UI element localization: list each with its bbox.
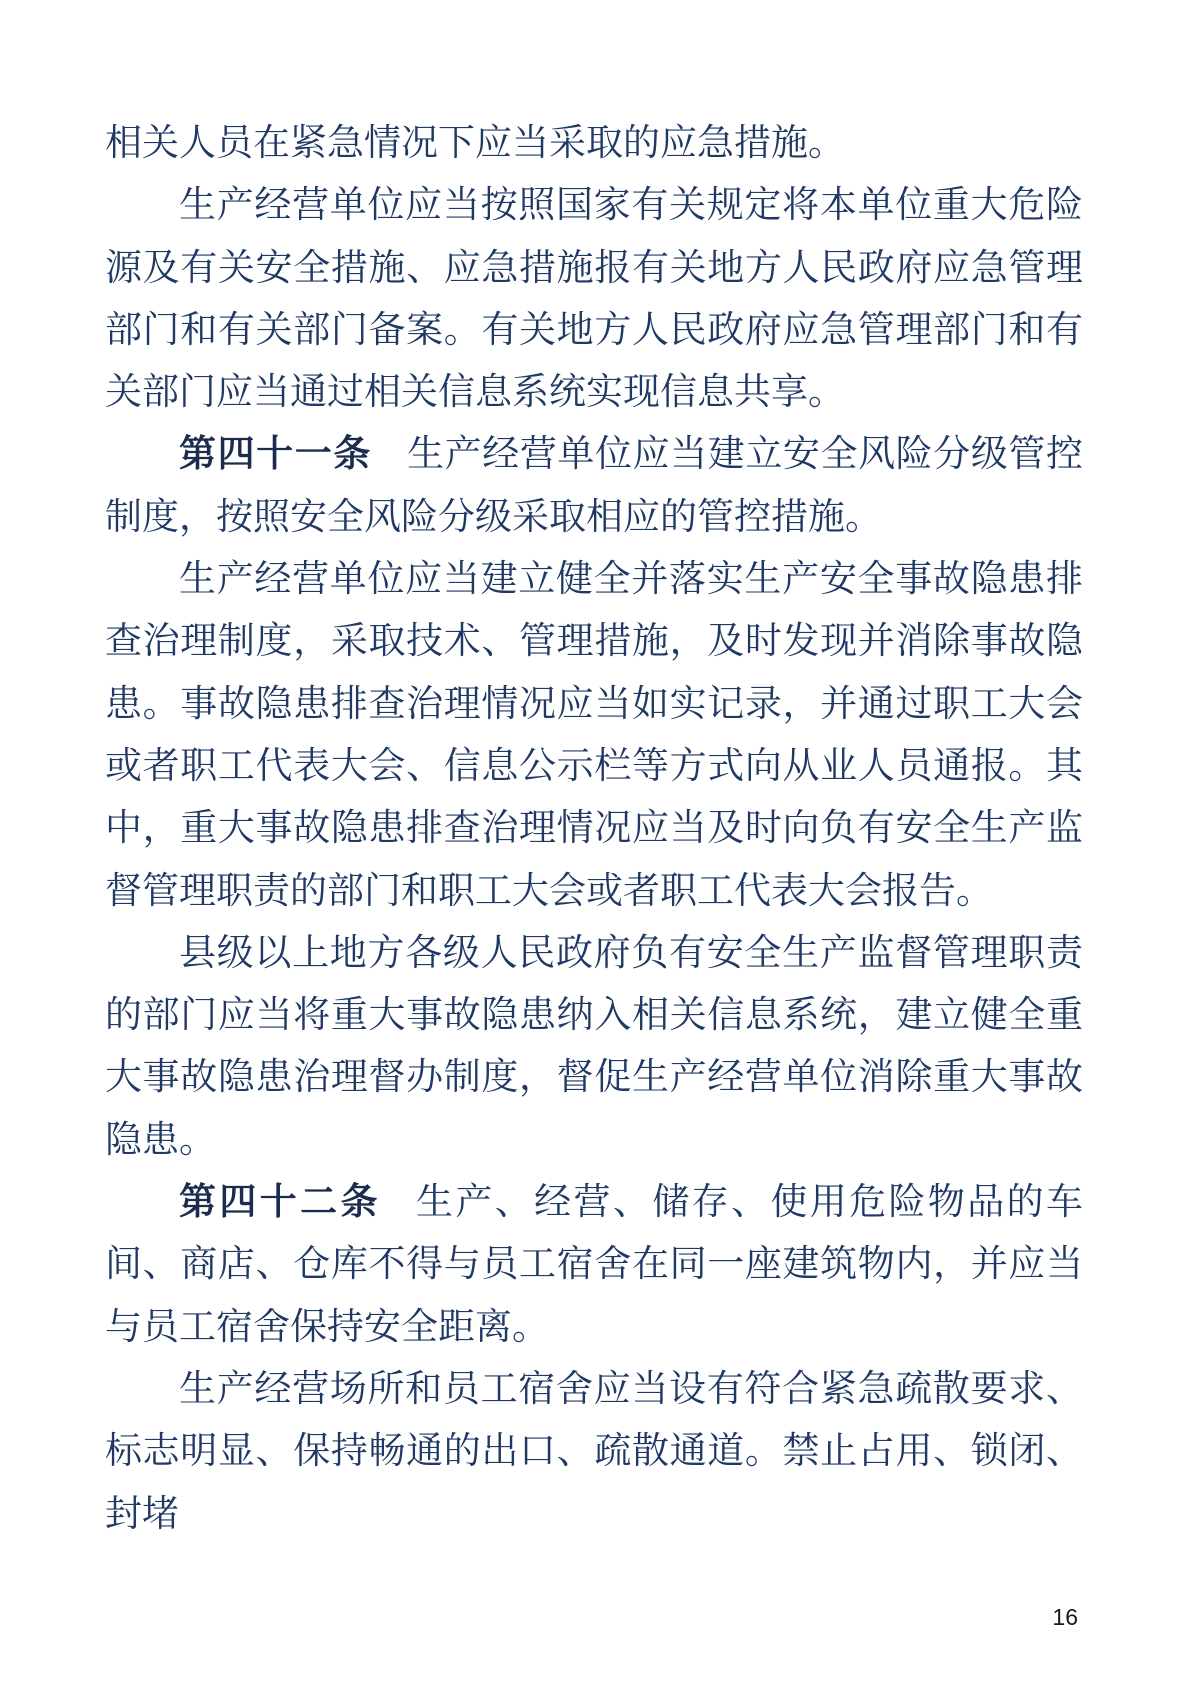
paragraph: [105, 1358, 1083, 1545]
article-number: 第四十二条: [179, 1180, 381, 1224]
paragraph-text: 生产经营单位应当建立安全风险分级管控制度，按照安全风险分级采取相应的管控措施。: [105, 432, 1084, 538]
paragraph: [105, 922, 1083, 1171]
document-body: [105, 112, 1083, 1545]
page-number: 16: [1052, 1604, 1078, 1630]
paragraph-text: 生产经营单位应当按照国家有关规定将本单位重大危险源及有关安全措施、应急措施报有关地方人民政府应急管理部门和有关部门备案。有关地方人民政府应急管理部门和有关部门应当通过相关信息系统实现信息共享。: [105, 183, 1083, 414]
article-paragraph: [105, 423, 1083, 548]
paragraph-text: 相关人员在紧急情况下应当采取的应急措施。: [105, 121, 845, 164]
paragraph: [105, 548, 1083, 922]
article-paragraph: [105, 1171, 1083, 1358]
paragraph: [105, 112, 1083, 174]
paragraph-text: 生产经营单位应当建立健全并落实生产安全事故隐患排查治理制度，采取技术、管理措施，及时发现并消除事故隐患。事故隐患排查治理情况应当如实记录，并通过职工大会或者职工代表大会、信息公示栏等方式向从业人员通报。其中，重大事故隐患排查治理情况应当及时向负有安全生产监督管理职责的部门和职工大会或者职工代表大会报告。: [105, 557, 1083, 912]
paragraph-text: 生产经营场所和员工宿舍应当设有符合紧急疏散要求、标志明显、保持畅通的出口、疏散通道。禁止占用、锁闭、封堵: [105, 1366, 1083, 1535]
paragraph: [105, 174, 1083, 423]
paragraph-text: 生产、经营、储存、使用危险物品的车间、商店、仓库不得与员工宿舍在同一座建筑物内，并应当与员工宿舍保持安全距离。: [105, 1180, 1084, 1348]
paragraph-text: 县级以上地方各级人民政府负有安全生产监督管理职责的部门应当将重大事故隐患纳入相关信息系统，建立健全重大事故隐患治理督办制度，督促生产经营单位消除重大事故隐患。: [105, 930, 1083, 1161]
article-number: 第四十一条: [179, 432, 372, 476]
